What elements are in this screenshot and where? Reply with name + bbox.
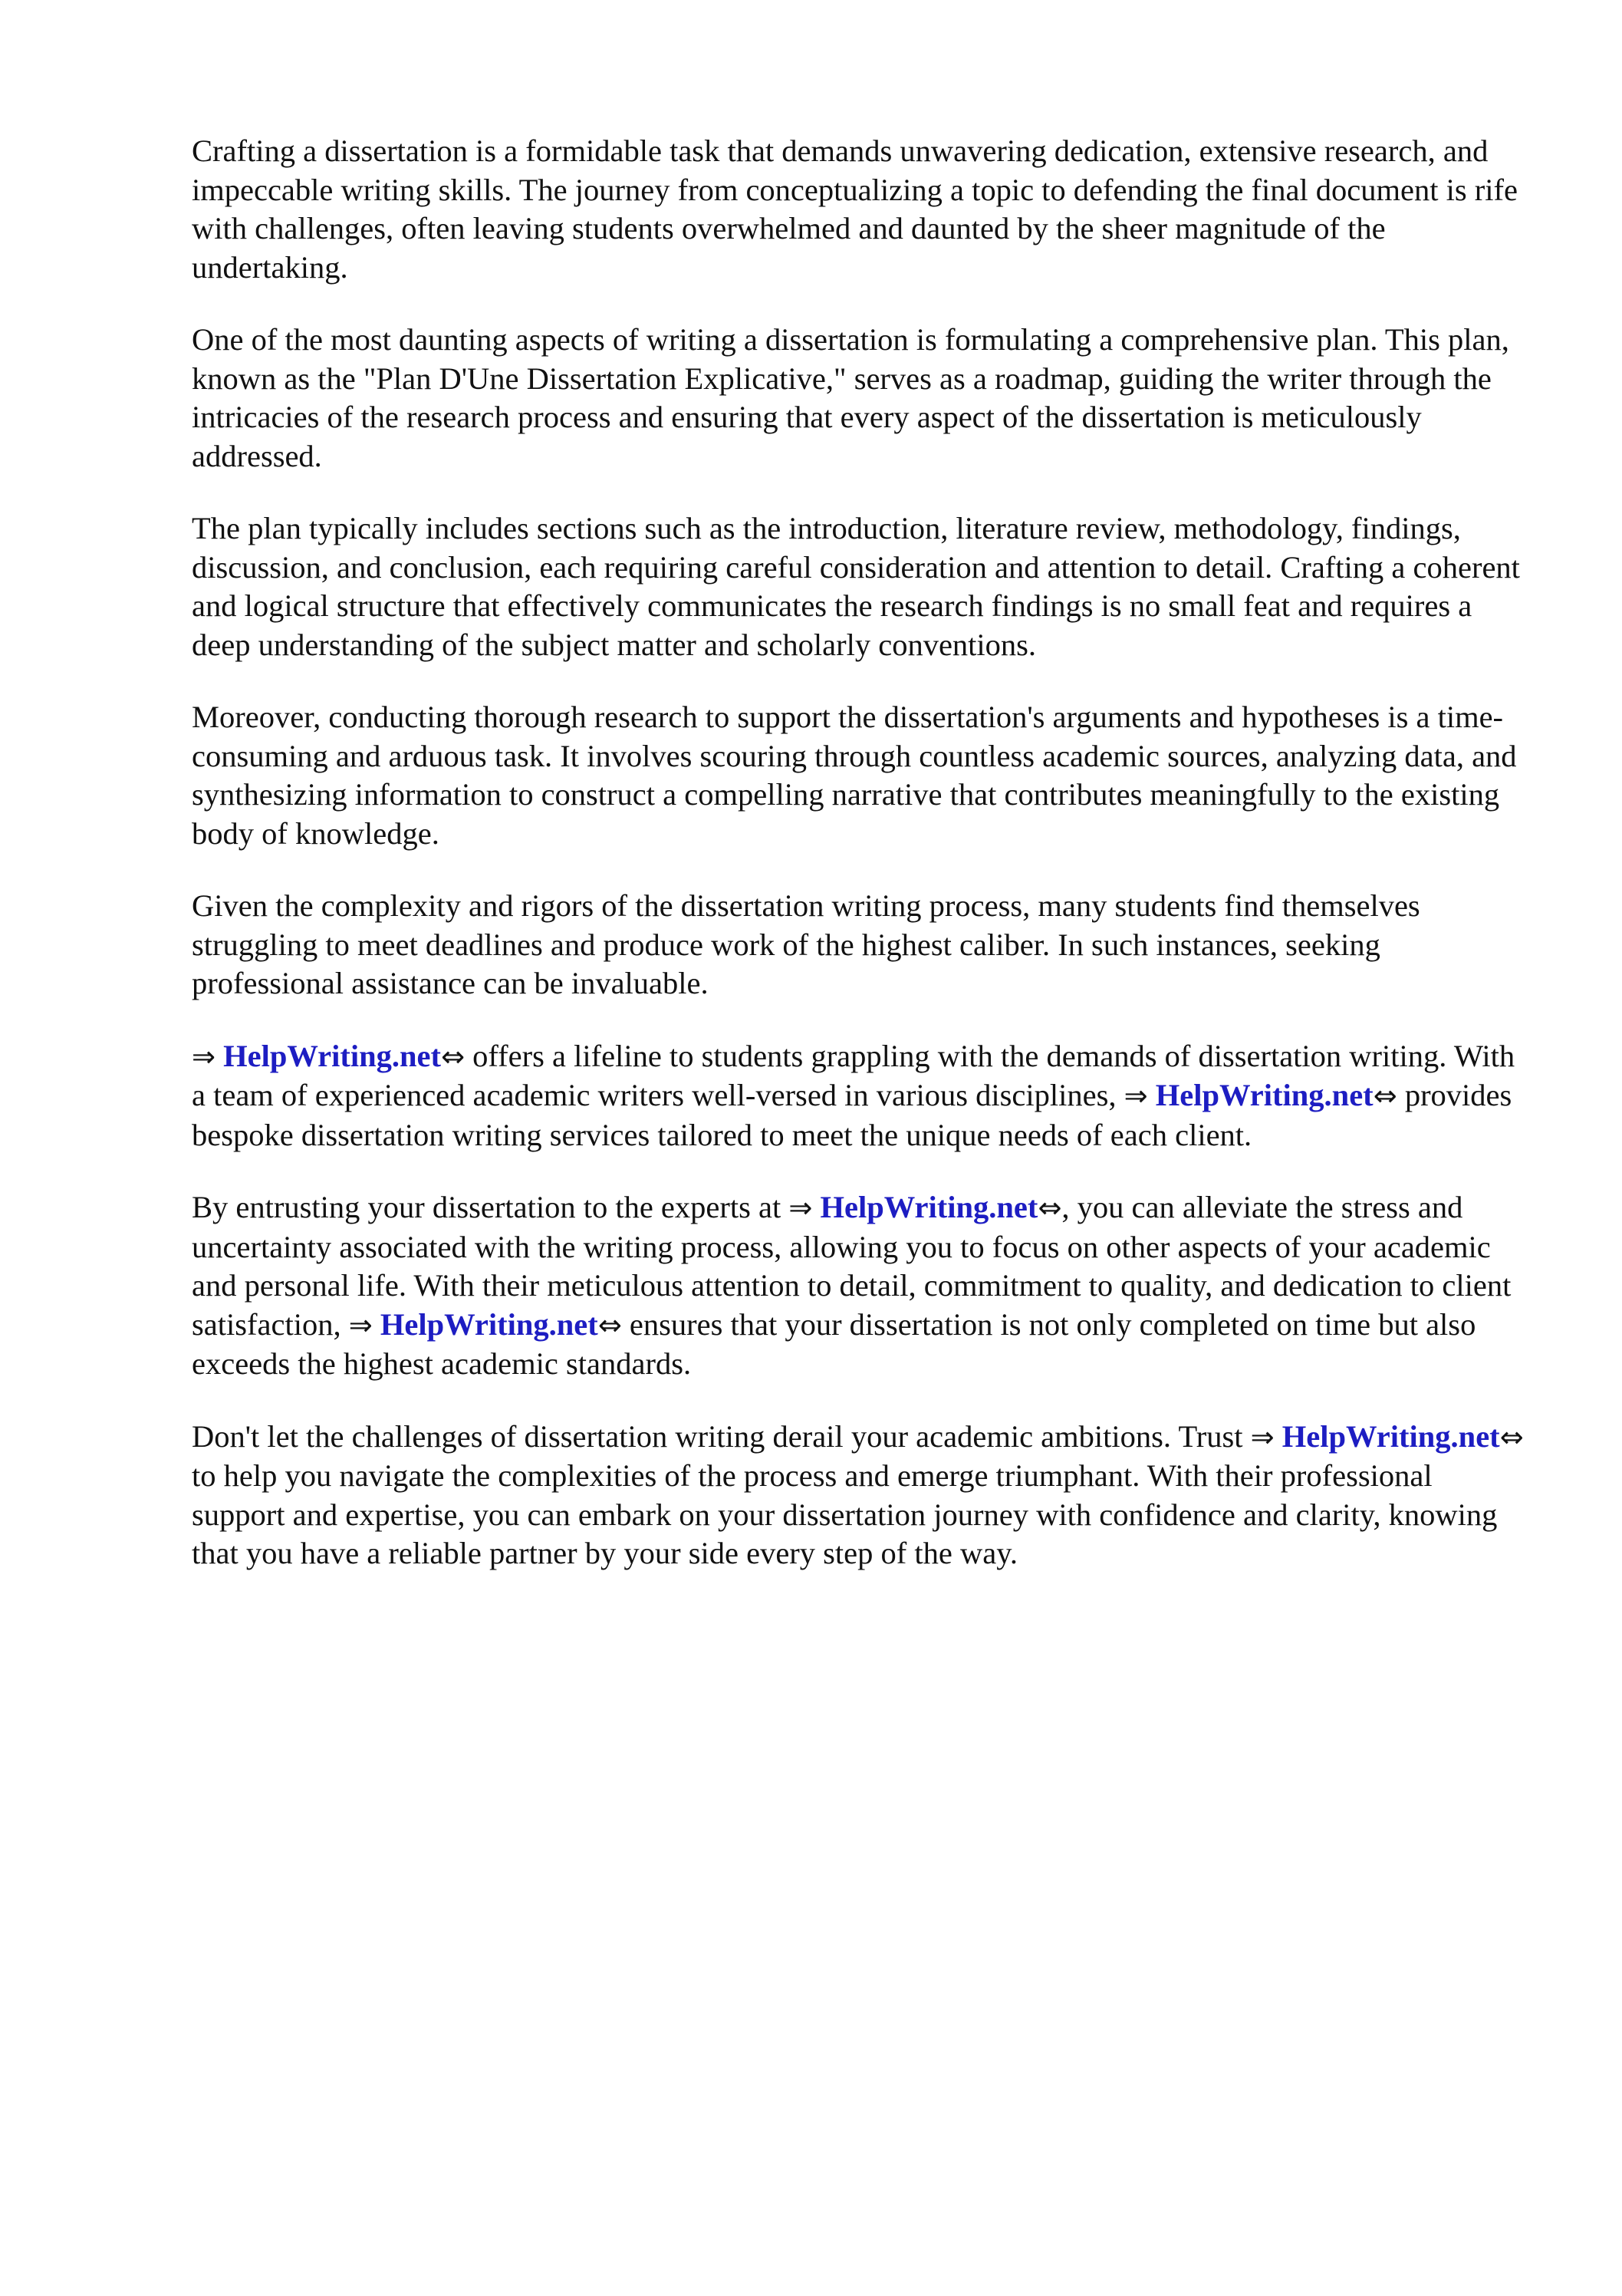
paragraph-5: Given the complexity and rigors of the dissertation writing process, many students find themselves struggling to meet deadlines and produce work of the highest caliber. In such instances, seeking professional assistance can be invaluable. <box>192 888 1420 1000</box>
paragraph-7-text-2: ensures that your dissertation is not only completed on time but also exceeds the highest academic standards. <box>192 1306 1476 1381</box>
paragraph-8-text-1: to help you navigate the complexities of the process and emerge triumphant. With their professional support and expertise, you can embark on your dissertation journey with confidence and clarity, knowing that you have a reliable partner by your side every step of the way. <box>192 1458 1498 1570</box>
paragraph-6-text-1: offers a lifeline to students grappling with the demands of dissertation writing. With a team of experienced academic writers well-versed in various disciplines, <box>192 1038 1515 1112</box>
paragraph-2: One of the most daunting aspects of writing a dissertation is formulating a comprehensive plan. This plan, known as the "Plan D'Une Dissertation Explicative," serves as a roadmap, guiding the writer through the intricacies of the research process and ensuring that every aspect of the dissertation is meticulously addressed. <box>192 322 1509 473</box>
double-arrow-icon: ⇔ <box>1499 1420 1524 1454</box>
double-arrow-icon: ⇔ <box>597 1308 622 1342</box>
double-arrow-icon: ⇔ <box>1038 1191 1062 1224</box>
paragraph-6-text-2: provides bespoke dissertation writing services tailored to meet the unique needs of each client. <box>192 1078 1512 1152</box>
right-arrow-icon: ⇒ <box>348 1308 373 1342</box>
helpwriting-link[interactable]: HelpWriting.net <box>380 1306 598 1342</box>
paragraph-7-text-1: , you can alleviate the stress and uncertainty associated with the writing process, allowing you to focus on other aspects of your academic and personal life. With their meticulous attention to detail, commitment to quality, and dedication to client satisfaction, <box>192 1190 1512 1342</box>
helpwriting-link[interactable]: HelpWriting.net <box>223 1038 442 1073</box>
paragraph-6 <box>192 1037 1526 1155</box>
helpwriting-link[interactable]: HelpWriting.net <box>1155 1078 1374 1112</box>
paragraph-1: Crafting a dissertation is a formidable task that demands unwavering dedication, extensive research, and impeccable writing skills. The journey from conceptualizing a topic to defending the final document is rife with challenges, often leaving students overwhelmed and daunted by the sheer magnitude of the undertaking. <box>192 133 1518 285</box>
paragraph-7-text-0: By entrusting your dissertation to the experts at <box>192 1190 789 1224</box>
right-arrow-icon: ⇒ <box>192 1039 216 1073</box>
paragraph-3: The plan typically includes sections such as the introduction, literature review, methodology, findings, discussion, and conclusion, each requiring careful consideration and attention to detail. Crafting a coherent and logical structure that effectively communicates the research findings is no small feat and requires a deep understanding of the subject matter and scholarly conventions. <box>192 511 1520 662</box>
document-body <box>192 132 1526 1607</box>
right-arrow-icon: ⇒ <box>1124 1079 1148 1112</box>
helpwriting-link[interactable]: HelpWriting.net <box>820 1190 1038 1224</box>
paragraph-8-text-0: Don't let the challenges of dissertation writing derail your academic ambitions. Trust <box>192 1418 1251 1454</box>
double-arrow-icon: ⇔ <box>441 1039 466 1073</box>
paragraph-4: Moreover, conducting thorough research to support the dissertation's arguments and hypotheses is a time-consuming and arduous task. It involves scouring through countless academic sources, analyzing data, and synthesizing information to construct a compelling narrative that contributes meaningfully to the existing body of knowledge. <box>192 700 1517 851</box>
helpwriting-link[interactable]: HelpWriting.net <box>1281 1418 1500 1454</box>
right-arrow-icon: ⇒ <box>788 1191 813 1224</box>
right-arrow-icon: ⇒ <box>1250 1420 1275 1454</box>
double-arrow-icon: ⇔ <box>1373 1079 1397 1112</box>
paragraph-7 <box>192 1188 1526 1384</box>
paragraph-8 <box>192 1418 1526 1573</box>
